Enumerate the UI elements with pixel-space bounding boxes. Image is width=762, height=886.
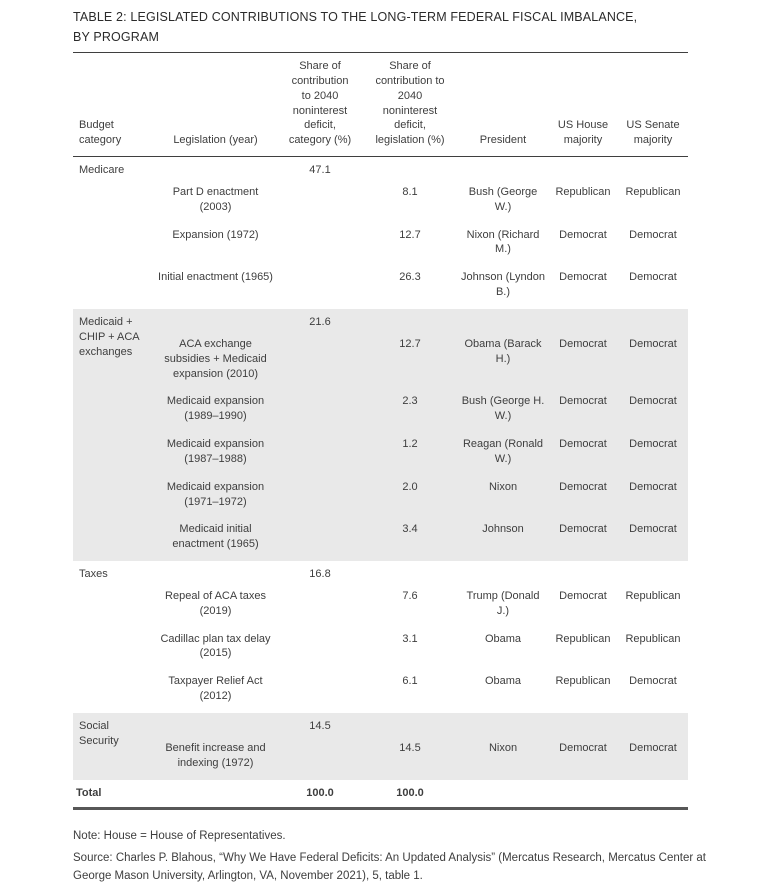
share-legislation-cell: 2.3 xyxy=(402,395,418,408)
share-legislation-cell: 1.2 xyxy=(402,438,418,451)
table-row xyxy=(73,333,688,391)
house-majority-cell: Democrat xyxy=(559,480,607,493)
table-row xyxy=(73,433,688,476)
house-majority-cell: Democrat xyxy=(559,438,607,451)
president-cell xyxy=(458,309,548,333)
legislation-cell: Taxpayer Relief Act (2012) xyxy=(168,675,263,703)
section-taxes xyxy=(73,561,688,713)
budget-category-cell: Medicaid + CHIP + ACA exchanges xyxy=(79,315,140,358)
total-senate-cell xyxy=(618,780,688,809)
legislation-cell: Medicaid expansion (1989–1990) xyxy=(166,395,265,423)
share-category-cell xyxy=(278,585,362,628)
share-category-cell xyxy=(278,224,362,267)
legislation-cell xyxy=(153,561,278,585)
share-legislation-cell xyxy=(362,309,458,333)
note-text: Note: House = House of Representatives. xyxy=(73,830,286,843)
total-section xyxy=(73,780,688,809)
president-cell: Bush (George H. W.) xyxy=(461,395,545,423)
table-header xyxy=(73,53,688,157)
section-head-row xyxy=(73,713,688,737)
share-legislation-cell: 26.3 xyxy=(399,271,421,284)
president-cell: Johnson (Lyndon B.) xyxy=(461,271,545,299)
section-medicare xyxy=(73,157,688,309)
president-cell: Reagan (Ronald W.) xyxy=(462,438,544,465)
president-cell: Nixon xyxy=(488,480,518,493)
senate-majority-cell xyxy=(618,309,688,333)
table-row xyxy=(73,266,688,309)
total-category-share: 100.0 xyxy=(278,780,362,809)
table-row xyxy=(73,670,688,713)
house-majority-cell: Democrat xyxy=(559,523,607,536)
total-row xyxy=(73,780,688,809)
legislation-cell: Medicaid initial enactment (1965) xyxy=(172,523,259,551)
legislation-cell: Cadillac plan tax delay (2015) xyxy=(160,632,271,660)
share-category-cell xyxy=(278,390,362,433)
section-medicaid-chip-aca-exchanges xyxy=(73,309,688,561)
senate-majority-cell: Democrat xyxy=(629,438,677,451)
house-majority-cell: Republican xyxy=(555,632,611,645)
legislation-cell: Expansion (1972) xyxy=(172,228,259,241)
senate-majority-cell: Democrat xyxy=(629,480,677,493)
senate-majority-cell: Democrat xyxy=(629,337,677,350)
table-row xyxy=(73,585,688,628)
senate-majority-cell xyxy=(618,561,688,585)
share-category-cell xyxy=(278,628,362,671)
house-majority-cell xyxy=(548,157,618,181)
share-legislation-cell: 6.1 xyxy=(402,675,418,688)
house-majority-cell: Democrat xyxy=(559,271,607,284)
house-majority-cell xyxy=(548,309,618,333)
header-row xyxy=(73,53,688,157)
senate-majority-cell: Democrat xyxy=(629,228,677,241)
table-title xyxy=(73,7,690,47)
house-majority-cell: Democrat xyxy=(559,337,607,350)
president-cell xyxy=(458,157,548,181)
total-legislation-share: 100.0 xyxy=(362,780,458,809)
house-majority-cell: Democrat xyxy=(559,395,607,408)
house-majority-cell: Democrat xyxy=(559,589,607,602)
column-header-share-legislation: Share of contribution to 2040 noninterest deficit, legislation (%) xyxy=(362,53,458,157)
share-category-cell xyxy=(278,518,362,561)
legislation-cell: Initial enactment (1965) xyxy=(158,271,273,284)
president-cell: Johnson xyxy=(482,523,524,536)
president-cell: Trump (Donald J.) xyxy=(466,589,540,617)
share-category-cell xyxy=(278,266,362,309)
senate-majority-cell: Republican xyxy=(625,632,681,645)
section-head-row xyxy=(73,309,688,333)
share-category-cell xyxy=(278,476,362,519)
president-cell: Nixon xyxy=(488,741,518,754)
president-cell: Obama (Barack H.) xyxy=(464,337,542,365)
table-row xyxy=(73,476,688,519)
table-row xyxy=(73,181,688,224)
president-cell: Nixon (Richard M.) xyxy=(466,228,540,256)
legislation-cell: Repeal of ACA taxes (2019) xyxy=(165,589,266,617)
total-president-cell xyxy=(458,780,548,809)
share-legislation-cell: 7.6 xyxy=(402,589,418,602)
legislation-cell: Medicaid expansion (1971–1972) xyxy=(166,480,265,508)
share-legislation-cell xyxy=(362,561,458,585)
senate-majority-cell: Democrat xyxy=(629,271,677,284)
house-majority-cell: Republican xyxy=(555,675,611,688)
share-legislation-cell xyxy=(362,713,458,737)
table-row xyxy=(73,390,688,433)
share-category-cell xyxy=(278,181,362,224)
senate-majority-cell: Republican xyxy=(625,185,681,198)
section-social-security xyxy=(73,713,688,780)
legislation-cell xyxy=(153,157,278,181)
senate-majority-cell xyxy=(618,157,688,181)
share-legislation-cell: 2.0 xyxy=(402,480,418,493)
total-label: Total xyxy=(73,780,153,809)
column-header-senate-majority: US Senate majority xyxy=(618,53,688,157)
section-head-row xyxy=(73,561,688,585)
share-legislation-cell: 3.1 xyxy=(402,632,418,645)
column-header-budget-category: Budget category xyxy=(73,53,153,157)
legislation-cell: ACA exchange subsidies + Medicaid expansion (2010) xyxy=(164,337,267,380)
budget-category-cell: Medicare xyxy=(79,164,125,177)
president-cell: Bush (George W.) xyxy=(468,185,538,213)
column-header-president: President xyxy=(458,53,548,157)
share-category-cell: 47.1 xyxy=(309,164,331,177)
president-cell: Obama xyxy=(484,632,522,645)
column-header-share-category: Share of contribution to 2040 noninterest deficit, category (%) xyxy=(278,53,362,157)
share-category-cell xyxy=(278,737,362,780)
house-majority-cell: Democrat xyxy=(559,228,607,241)
table-row xyxy=(73,628,688,671)
share-category-cell xyxy=(278,433,362,476)
share-category-cell: 14.5 xyxy=(309,720,331,732)
notes-block xyxy=(73,828,723,885)
senate-majority-cell: Republican xyxy=(625,589,681,602)
table-row xyxy=(73,518,688,561)
budget-category-cell: Taxes xyxy=(79,568,108,581)
senate-majority-cell: Democrat xyxy=(629,741,677,754)
total-house-cell xyxy=(548,780,618,809)
share-legislation-cell: 12.7 xyxy=(399,337,421,350)
share-category-cell xyxy=(278,333,362,391)
share-category-cell xyxy=(278,670,362,713)
share-legislation-cell: 8.1 xyxy=(402,185,418,198)
president-cell: Obama xyxy=(484,675,522,688)
legislation-cell: Part D enactment (2003) xyxy=(172,185,259,213)
house-majority-cell: Democrat xyxy=(559,741,607,754)
budget-category-cell: Social Security xyxy=(79,720,119,747)
table-row xyxy=(73,737,688,780)
section-head-row xyxy=(73,157,688,181)
share-legislation-cell: 14.5 xyxy=(399,741,421,754)
legislation-cell xyxy=(153,309,278,333)
president-cell xyxy=(458,713,548,737)
house-majority-cell: Republican xyxy=(555,185,611,198)
share-category-cell: 21.6 xyxy=(309,315,331,328)
legislation-cell: Medicaid expansion (1987–1988) xyxy=(166,438,265,465)
column-header-house-majority: US House majority xyxy=(548,53,618,157)
table-row xyxy=(73,224,688,267)
share-category-cell: 16.8 xyxy=(309,568,331,581)
fiscal-table xyxy=(73,52,688,810)
share-legislation-cell: 3.4 xyxy=(402,523,418,536)
senate-majority-cell: Democrat xyxy=(629,675,677,688)
president-cell xyxy=(458,561,548,585)
share-legislation-cell xyxy=(362,157,458,181)
source-text: Source: Charles P. Blahous, “Why We Have Federal Deficits: An Updated Analysis” (Mercatus Research, Mercatus Center at George Mason University, Arlington, VA, November 2021), 5, table 1. xyxy=(73,852,706,882)
legislation-cell: Benefit increase and indexing (1972) xyxy=(165,741,266,769)
table-title-line1: TABLE 2: LEGISLATED CONTRIBUTIONS TO THE LONG-TERM FEDERAL FISCAL IMBALANCE, xyxy=(73,10,638,24)
share-legislation-cell: 12.7 xyxy=(399,228,421,241)
column-header-legislation: Legislation (year) xyxy=(153,53,278,157)
house-majority-cell xyxy=(548,713,618,737)
senate-majority-cell: Democrat xyxy=(629,523,677,536)
table-title-line2: BY PROGRAM xyxy=(73,30,160,44)
legislation-cell xyxy=(153,713,278,737)
senate-majority-cell xyxy=(618,713,688,737)
house-majority-cell xyxy=(548,561,618,585)
senate-majority-cell: Democrat xyxy=(629,395,677,408)
total-legislation-cell xyxy=(153,780,278,809)
